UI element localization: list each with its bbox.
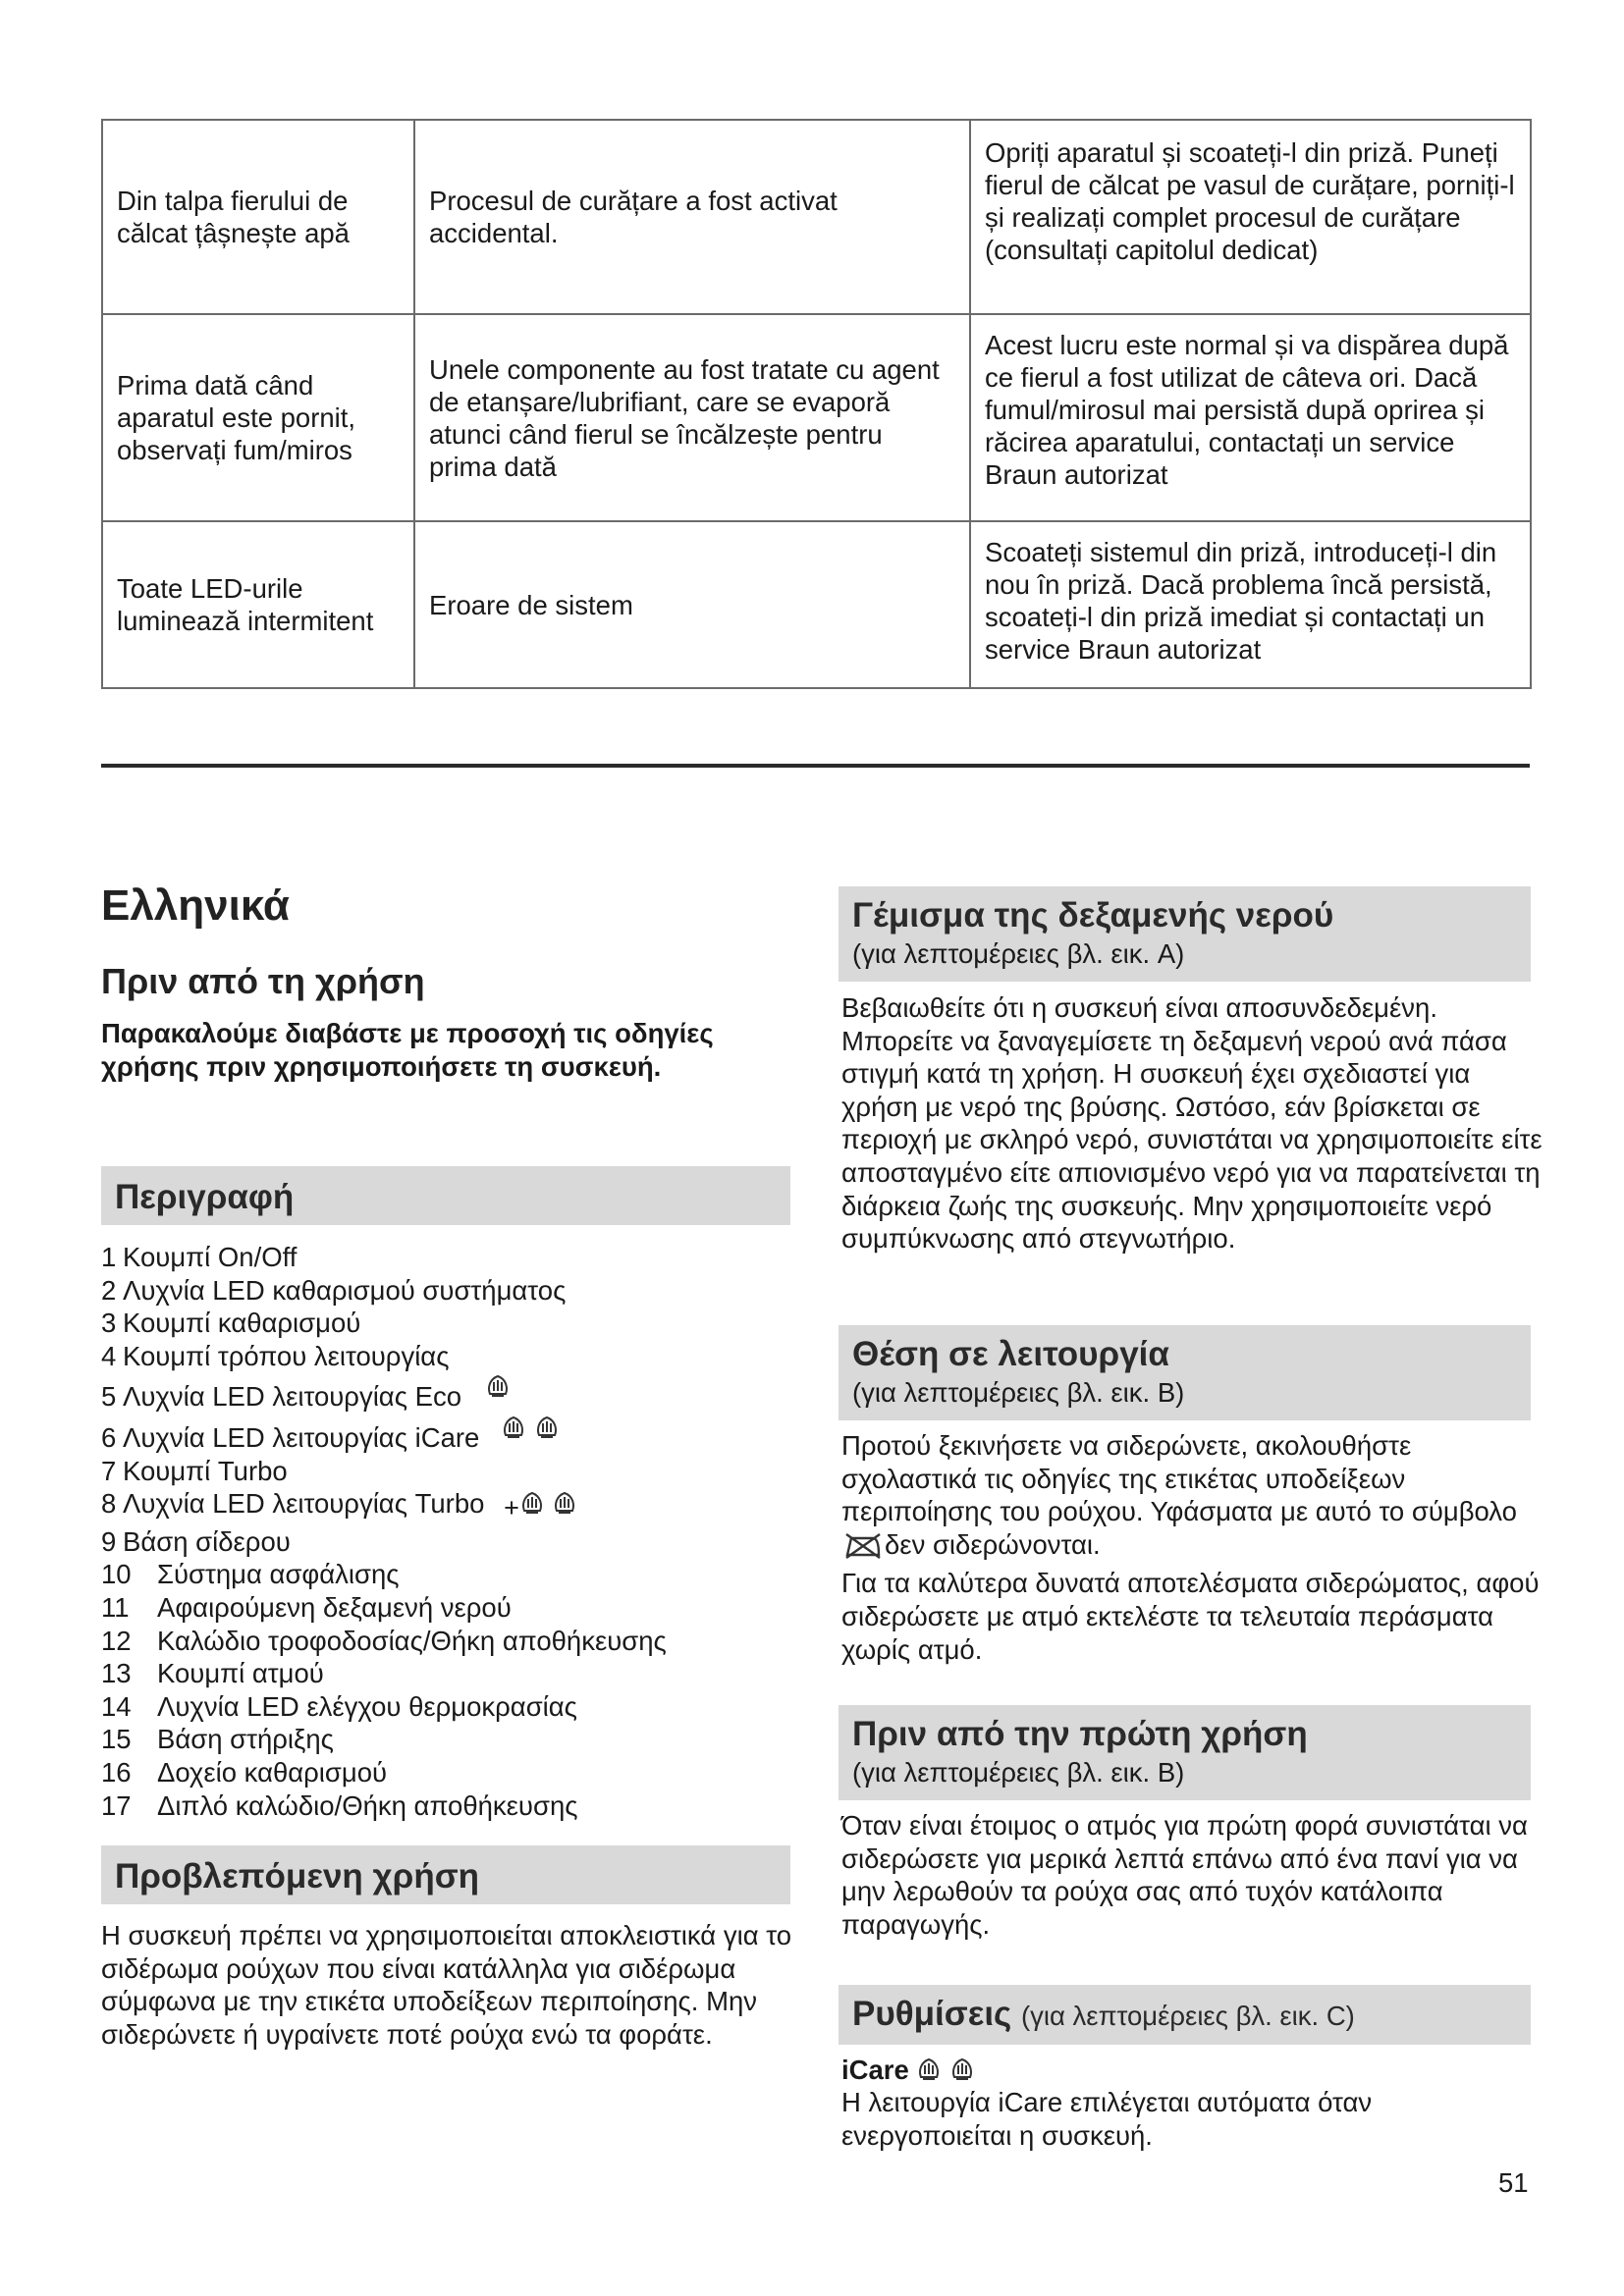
cause-cell: Eroare de sistem xyxy=(414,521,970,688)
list-item: 4 Κουμπί τρόπου λειτουργίας xyxy=(101,1340,450,1371)
list-item: 8 Λυχνία LED λειτουργίας Turbo + xyxy=(101,1487,808,1525)
fill-tank-header xyxy=(839,886,1531,982)
table-row xyxy=(102,120,1531,314)
description-title: Περιγραφή xyxy=(115,1178,295,1216)
list-item: 16 Δοχείο καθαρισμού xyxy=(101,1756,388,1788)
troubleshooting-table xyxy=(101,119,1532,689)
operation-subtitle: (για λεπτομέρειες βλ. εικ. B) xyxy=(852,1377,1185,1408)
fill-tank-title: Γέμισμα της δεξαμενής νερού xyxy=(852,896,1334,934)
section-divider xyxy=(101,764,1530,768)
settings-title: Ρυθμίσεις xyxy=(852,1995,1012,2033)
icare-text: Η λειτουργία iCare επιλέγεται αυτόματα όταν ενεργοποιείται η συσκευή. xyxy=(841,2087,1373,2151)
table-row xyxy=(102,314,1531,521)
list-item: 2 Λυχνία LED καθαρισμού συστήματος xyxy=(101,1274,567,1306)
list-item: 11 Αφαιρούμενη δεξαμενή νερού xyxy=(101,1591,512,1623)
settings-subtitle: (για λεπτομέρειες βλ. εικ. C) xyxy=(1021,2001,1355,2031)
list-item: 15 Βάση στήριξης xyxy=(101,1724,334,1755)
list-item: 6 Λυχνία LED λειτουργίας iCare xyxy=(101,1414,808,1455)
first-use-subtitle: (για λεπτομέρειες βλ. εικ. B) xyxy=(852,1757,1185,1788)
operation-header xyxy=(839,1325,1531,1420)
list-item: 10 Σύστημα ασφάλισης xyxy=(101,1559,400,1590)
language-title: Ελληνικά xyxy=(101,881,290,930)
first-use-title: Πριν από την πρώτη χρήση xyxy=(852,1715,1308,1753)
list-item: 1 Κουμπί On/Off xyxy=(101,1242,298,1272)
list-item: 14 Λυχνία LED ελέγχου θερμοκρασίας xyxy=(101,1690,577,1722)
operation-title: Θέση σε λειτουργία xyxy=(852,1335,1169,1373)
before-use-text: Παρακαλούμε διαβάστε με προσοχή τις οδηγίες χρήσης πριν χρησιμοποιήσετε τη συσκευή. xyxy=(101,1018,714,1082)
solution-cell: Opriți aparatul și scoateți-l din priză. Puneți fierul de călcat pe vasul de curățare, porniți-l și realizați complet procesul de curățare (consultați capitolul dedicat) xyxy=(970,120,1531,314)
intended-use-text: Η συσκευή πρέπει να χρησιμοποιείται αποκλειστικά για το σιδέρωμα ρούχων που είναι κατάλληλα για σιδέρωμα σύμφωνα με την ετικέτα υποδείξεων περιποίησης. Μην σιδερώνετε ή υγραίνετε ποτέ ρούχα ενώ τα φοράτε. xyxy=(101,1920,792,2050)
list-item: 7 Κουμπί Turbo xyxy=(101,1455,288,1486)
steam-icare-icon xyxy=(501,1414,560,1449)
description-header xyxy=(101,1166,790,1225)
problem-cell: Prima dată când aparatul este pornit, observați fum/miros xyxy=(102,314,414,521)
steam-eco-icon xyxy=(485,1372,511,1408)
problem-cell: Toate LED-urile luminează intermitent xyxy=(102,521,414,688)
solution-cell: Acest lucru este normal și va dispărea după ce fierul a fost utilizat de câteva ori. Dacă fumul/mirosul mai persistă după oprirea și răcirea aparatului, contactați un service Braun autorizat xyxy=(970,314,1531,521)
first-use-text: Όταν είναι έτοιμος ο ατμός για πρώτη φορά συνιστάται να σιδερώσετε για μερικά λεπτά επάνω από ένα πανί για να μην λερωθούν τα ρούχα σας από τυχόν κατάλοιπα παραγωγής. xyxy=(841,1810,1528,1940)
solution-cell: Scoateți sistemul din priză, introduceți-l din nou în priză. Dacă problema încă persistă, scoateți-l din priză imediat și contactați un service Braun autorizat xyxy=(970,521,1531,688)
settings-header xyxy=(839,1985,1531,2045)
icare-heading: iCare xyxy=(841,2054,975,2090)
cause-cell: Procesul de curățare a fost activat accidental. xyxy=(414,120,970,314)
cause-cell: Unele componente au fost tratate cu agent de etanșare/lubrifiant, care se evaporă atunci când fierul se încălzește pentru prima dată xyxy=(414,314,970,521)
problem-cell: Din talpa fierului de călcat țâșnește apă xyxy=(102,120,414,314)
fill-tank-subtitle: (για λεπτομέρειες βλ. εικ. A) xyxy=(852,938,1185,969)
description-list xyxy=(101,1241,808,1822)
operation-text: Προτού ξεκινήσετε να σιδερώνετε, ακολουθήστε σχολαστικά τις οδηγίες της ετικέτας υποδείξεων περιποίησης του ρούχου. Υφάσματα με αυτό το σύμβολοδεν σιδερώνονται. Για τα καλύτερα δυνατά αποτελέσματα σιδερώματος, αφού σιδερώσετε με ατμό εκτελέστε τα τελευταία περάσματα χωρίς ατμό. xyxy=(841,1430,1540,1665)
no-ironing-symbol-icon xyxy=(843,1530,883,1568)
list-item: 5 Λυχνία LED λειτουργίας Eco xyxy=(101,1372,808,1414)
list-item: 13 Κουμπί ατμού xyxy=(101,1658,324,1689)
table-row xyxy=(102,521,1531,688)
steam-icare-icon xyxy=(916,2056,975,2090)
steam-turbo-icon: + xyxy=(504,1489,577,1525)
before-use-title: Πριν από τη χρήση xyxy=(101,961,425,1001)
list-item: 17 Διπλό καλώδιο/Θήκη αποθήκευσης xyxy=(101,1789,578,1821)
fill-tank-text: Βεβαιωθείτε ότι η συσκευή είναι αποσυνδεδεμένη. Μπορείτε να ξαναγεμίσετε τη δεξαμενή νερού ανά πάσα στιγμή κατά τη χρήση. Η συσκευή έχει σχεδιαστεί για χρήση με νερό της βρύσης. Ωστόσο, εάν βρίσκεται σε περιοχή με σκληρό νερό, συνιστάται να χρησιμοποιείτε είτε αποσταγμένο είτε απιονισμένο νερό για να παρατείνεται τη διάρκεια ζωής της συσκευής. Μην χρησιμοποιείτε νερό συμπύκνωσης από στεγνωτήριο. xyxy=(841,992,1543,1255)
intended-use-title: Προβλεπόμενη χρήση xyxy=(115,1857,480,1896)
list-item: 12 Καλώδιο τροφοδοσίας/Θήκη αποθήκευσης xyxy=(101,1625,667,1656)
page-number: 51 xyxy=(1498,2167,1529,2198)
first-use-header xyxy=(839,1705,1531,1800)
intended-use-header xyxy=(101,1845,790,1904)
list-item: 3 Κουμπί καθαρισμού xyxy=(101,1308,361,1339)
list-item: 9 Βάση σίδερου xyxy=(101,1525,291,1557)
